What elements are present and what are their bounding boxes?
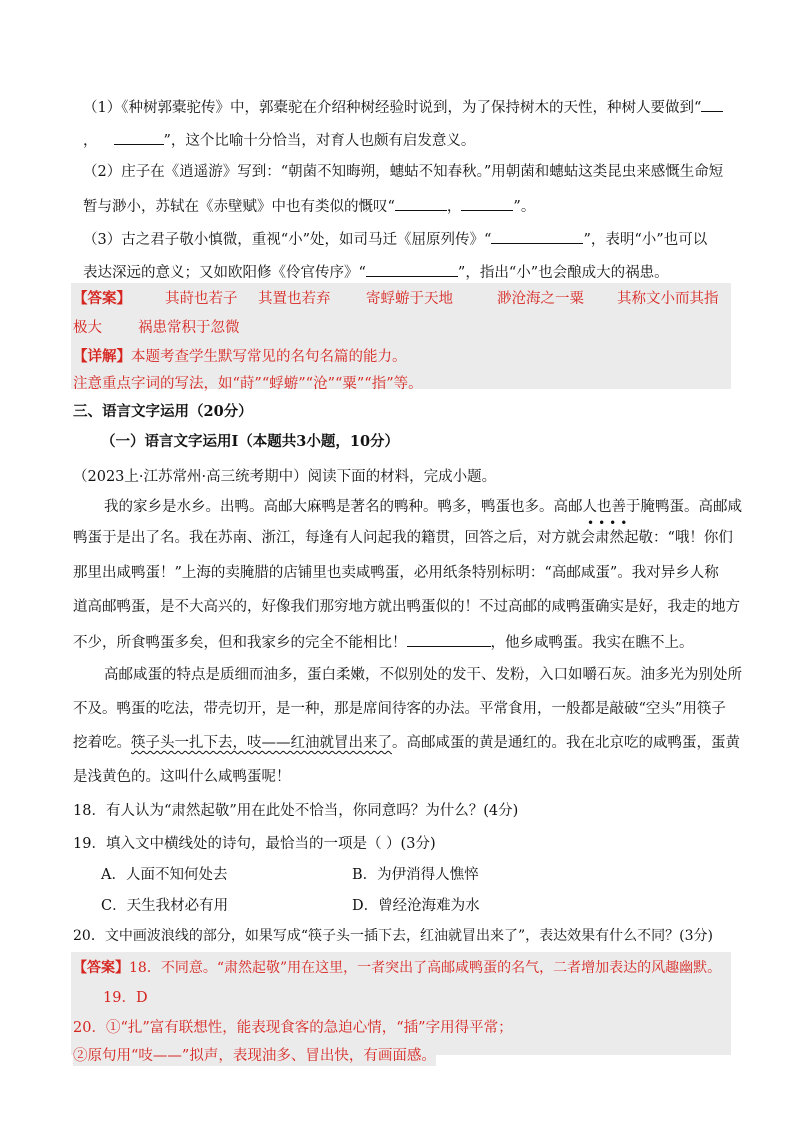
question-19: 19．填入文中横线处的诗句，最恰当的一项是（ ）(3分) <box>73 836 436 852</box>
passage-text: 鸭蛋于是出了名。我在苏南、浙江，每逢有人问起我的籍贯，回答之后，对方就会 <box>73 530 595 546</box>
q2-blank-1 <box>395 195 447 211</box>
q1-blank-2 <box>114 129 164 145</box>
detail1-tag: 【详解】 <box>73 348 131 365</box>
passage-text-3: 不少，所食鸭蛋多矣，但和我家乡的完全不能相比！ <box>73 635 407 651</box>
passage-p2-l3 <box>73 733 740 753</box>
answer-20-line1: 20．①“扎”富有联想性，能表现食客的急迫心情，“插”字用得平常； <box>73 1020 513 1036</box>
answer1-item-5-cont: 极大 <box>73 320 102 336</box>
answer1-item-5: 其称文小而其指 <box>617 291 719 307</box>
answer-20-line2: ②原句用“吱——”拟声，表现油多、冒出快，有画面感。 <box>73 1048 436 1064</box>
question-18: 18．有人认为“肃然起敬”用在此处不恰当，你同意吗？为什么？(4分) <box>73 803 519 819</box>
section-title: 三、语言文字运用（20分） <box>73 403 253 420</box>
answer2-line1 <box>73 958 721 978</box>
passage-p2-l2: 不及。鸭蛋的吃法，带壳切开，是一种，那是席间待客的办法。平常食用，一般都是敲破“空头”用筷子 <box>73 701 726 717</box>
section-subtitle: （一）语言文字运用Ⅰ（本题共3小题，10分） <box>101 433 400 450</box>
answer1-item-1: 其莳也若子 <box>165 291 238 307</box>
answer1-item-6: 祸患常积于忽微 <box>138 320 240 336</box>
passage-p1-l5 <box>73 631 694 653</box>
q3-text-3: 表达深远的意义；又如欧阳修《伶官传序》“ <box>83 265 366 281</box>
passage-p2-l1: 高邮咸蛋的特点是质细而油多，蛋白柔嫩，不似别处的发干、发粉，入口如嚼石灰。油多光为别处所 <box>104 667 742 683</box>
detail1-line2: 注意重点字词的写法，如“莳”“蜉蝣”“沧”“粟”“指”等。 <box>73 376 423 392</box>
detail1-text: 本题考查学生默写常见的名句名篇的能力。 <box>131 349 407 365</box>
passage-text-4: ，他乡咸鸭蛋。我实在瞧不上。 <box>490 635 694 651</box>
q1-text: （1）《种树郭橐驼传》中，郭橐驼在介绍种树经验时说到，为了保持树木的天性，种树人要做到“ <box>83 100 702 116</box>
q3-blank-1 <box>491 228 583 244</box>
q3-line1 <box>83 228 707 250</box>
q1-line2 <box>83 129 475 151</box>
q1-text-2: ”，这个比喻十分恰当，对育人也颇有启发意义。 <box>163 133 476 149</box>
answer-18: 18．不同意。“肃然起敬”用在这里，一者突出了高邮咸鸭蛋的名气，二者增加表达的风趣幽默。 <box>129 960 722 976</box>
option-a: A．人面不知何处去 <box>101 867 228 883</box>
q2-line2 <box>83 195 535 217</box>
answer1-item-2: 其置也若弃 <box>258 291 331 307</box>
passage-text-6: 。高邮咸蛋的黄是通红的。我在北京吃的咸鸭蛋，蛋黄 <box>392 735 740 751</box>
answer1-item-4: 渺沧海之一粟 <box>497 291 584 307</box>
wavy-phrase: 筷子头一扎下去，吱——红油就冒出来了 <box>131 735 392 751</box>
passage-p1-l1: 我的家乡是水乡。出鸭。高邮大麻鸭是著名的鸭种。鸭多，鸭蛋也多。高邮人也善于腌鸭蛋。高邮咸 <box>104 499 742 515</box>
option-d: D．曾经沧海难为水 <box>352 898 480 914</box>
emphasis-dots: •••• <box>587 516 632 530</box>
passage-p1-l2 <box>73 528 733 548</box>
passage-text-2: ：“哦！你们 <box>653 530 733 546</box>
passage-p2-l4: 是浅黄色的。这叫什么咸鸭蛋呢！ <box>73 769 291 785</box>
answer1-tag: 【答案】 <box>73 290 131 307</box>
q1-comma: ， <box>83 133 98 149</box>
answer2-tag: 【答案】 <box>73 960 129 976</box>
q2-comma: ， <box>446 199 462 215</box>
q2-line1: （2）庄子在《逍遥游》写到：“朝菌不知晦朔，蟪蛄不知春秋。”用朝菌和蟪蛄这类昆虫来感慨生命短 <box>83 164 724 180</box>
q3-text-2: ”，表明“小”也可以 <box>583 232 708 248</box>
passage-text-5: 挖着吃。 <box>73 735 131 751</box>
dotted-phrase: 肃然起敬 <box>595 530 653 546</box>
q1-blank-1 <box>701 96 723 112</box>
question-20: 20．文中画波浪线的部分，如果写成“筷子头一插下去，红油就冒出来了”，表达效果有什么不同？(3分) <box>73 928 713 944</box>
detail1-line1 <box>73 347 407 367</box>
answer-19: 19．D <box>103 990 148 1006</box>
q3-text-4: ”，指出“小”也会酿成大的祸患。 <box>457 265 669 281</box>
q3-text: （3）古之君子敬小慎微，重视“小”处，如司马迁《屈原列传》“ <box>83 232 492 248</box>
q2-text: 暂与渺小，苏轼在《赤壁赋》中也有类似的慨叹“ <box>83 199 395 215</box>
q2-blank-2 <box>461 195 513 211</box>
source-line: （2023上·江苏常州·高三统考期中）阅读下面的材料，完成小题。 <box>73 469 497 485</box>
answer1-item-3: 寄蜉蝣于天地 <box>366 291 453 307</box>
option-c: C．天生我材必有用 <box>101 898 229 914</box>
q3-line2 <box>83 261 669 283</box>
option-b: B．为伊消得人憔悴 <box>352 867 479 883</box>
q2-text-end: ”。 <box>513 199 536 215</box>
q3-blank-2 <box>366 261 458 277</box>
passage-blank <box>407 631 491 647</box>
q1-line1 <box>83 96 723 118</box>
passage-p1-l4: 道高邮鸭蛋，是不大高兴的，好像我们那穷地方就出鸭蛋似的！不过高邮的咸鸭蛋确实是好，我走的地方 <box>73 599 740 615</box>
passage-p1-l3: 那里出咸鸭蛋！”上海的卖腌腊的店铺里也卖咸鸭蛋，必用纸条特别标明：“高邮咸蛋”。我对异乡人称 <box>73 565 719 581</box>
